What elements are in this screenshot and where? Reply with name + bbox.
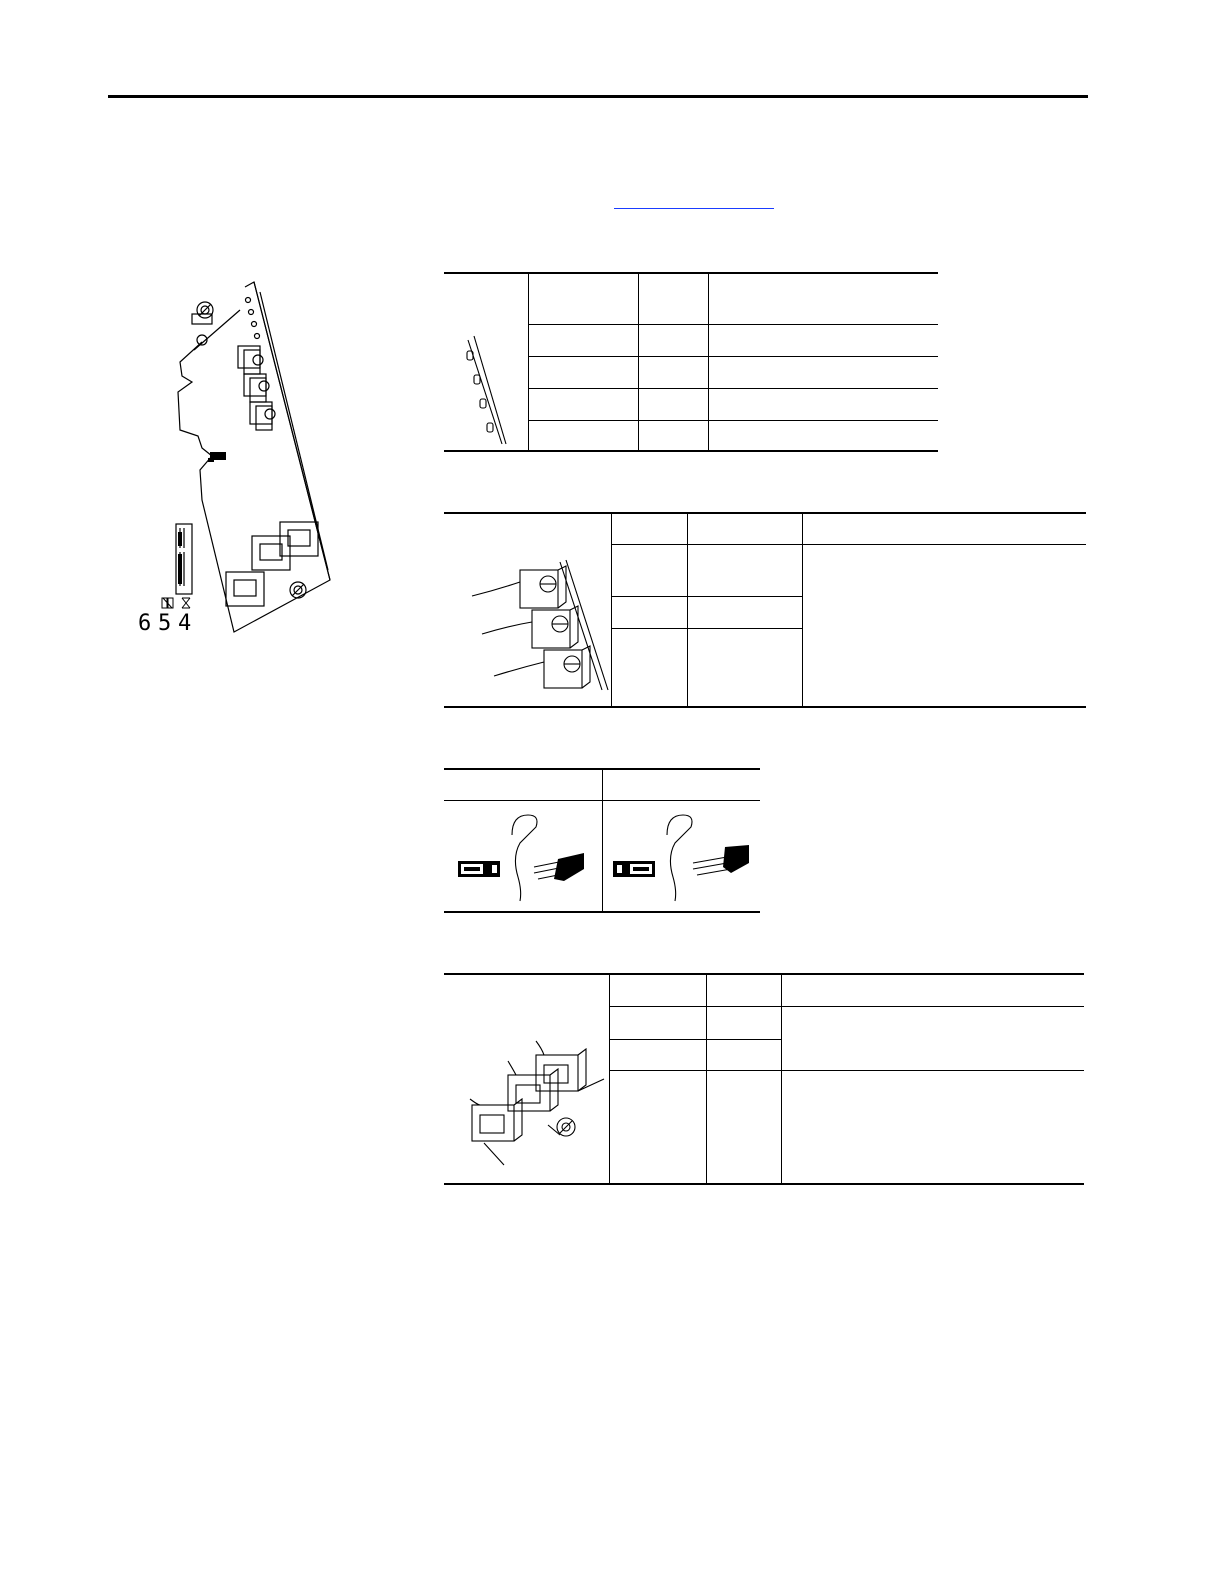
led-row-2-cell (528, 356, 638, 388)
circuit-board-illustration (130, 280, 370, 640)
rotary-switch-table (444, 512, 1086, 708)
port-label-5: 5 (158, 611, 172, 636)
led-row-2-cell (708, 356, 938, 388)
jumper-header-cell-1 (444, 769, 602, 800)
port-row-1-cell (706, 1006, 781, 1039)
port-header-cell-3 (781, 974, 1084, 1006)
port-row-3-cell (609, 1070, 706, 1184)
network-port-table (444, 973, 1084, 1185)
switch-header-cell-1 (611, 513, 687, 544)
switch-row-1-cell (611, 544, 687, 596)
led-row-3-cell (528, 388, 638, 420)
switch-row-3-cell (611, 628, 687, 707)
jumper-position-a-illustration (444, 801, 602, 911)
jumper-position-b-illustration (603, 801, 761, 911)
led-row-3-cell (708, 388, 938, 420)
led-row-4-cell (708, 420, 938, 451)
jumper-setting-table (444, 768, 760, 913)
port-description-cell-2 (781, 1070, 1084, 1184)
led-figure-cell (444, 273, 528, 451)
switch-row-3-cell (687, 628, 802, 707)
switch-header-cell-3 (802, 513, 1086, 544)
board-figure (130, 280, 370, 640)
ethernet-port-illustration (444, 975, 609, 1183)
rotary-switch-illustration (444, 514, 611, 706)
port-row-1-cell (609, 1006, 706, 1039)
led-row-1-cell (708, 324, 938, 356)
led-row-1-cell (638, 324, 708, 356)
port-row-3-cell (706, 1070, 781, 1184)
port-label-6: 6 (138, 611, 152, 636)
switch-header-cell-2 (687, 513, 802, 544)
led-header-cell-3 (708, 273, 938, 324)
port-description-cell-1 (781, 1006, 1084, 1070)
status-indicator-table (444, 272, 938, 452)
jumper-position-a-cell (444, 800, 602, 912)
led-header-cell-1 (528, 273, 638, 324)
port-figure-cell (444, 974, 609, 1184)
led-row-1-cell (528, 324, 638, 356)
led-row-4-cell (638, 420, 708, 451)
led-row-3-cell (638, 388, 708, 420)
port-row-2-cell (706, 1039, 781, 1070)
switch-row-2-cell (611, 596, 687, 628)
header-rule (108, 95, 1088, 98)
jumper-position-b-cell (602, 800, 760, 912)
switch-row-1-cell (687, 544, 802, 596)
port-row-2-cell (609, 1039, 706, 1070)
switch-description-cell (802, 544, 1086, 707)
port-header-cell-2 (706, 974, 781, 1006)
led-row-4-cell (528, 420, 638, 451)
led-header-cell-2 (638, 273, 708, 324)
led-row-2-cell (638, 356, 708, 388)
led-strip-illustration (444, 274, 528, 450)
port-label-4: 4 (178, 611, 192, 636)
switch-row-2-cell (687, 596, 802, 628)
switch-figure-cell (444, 513, 611, 707)
port-header-cell-1 (609, 974, 706, 1006)
cross-reference-link[interactable] (614, 208, 774, 209)
jumper-header-cell-2 (602, 769, 760, 800)
